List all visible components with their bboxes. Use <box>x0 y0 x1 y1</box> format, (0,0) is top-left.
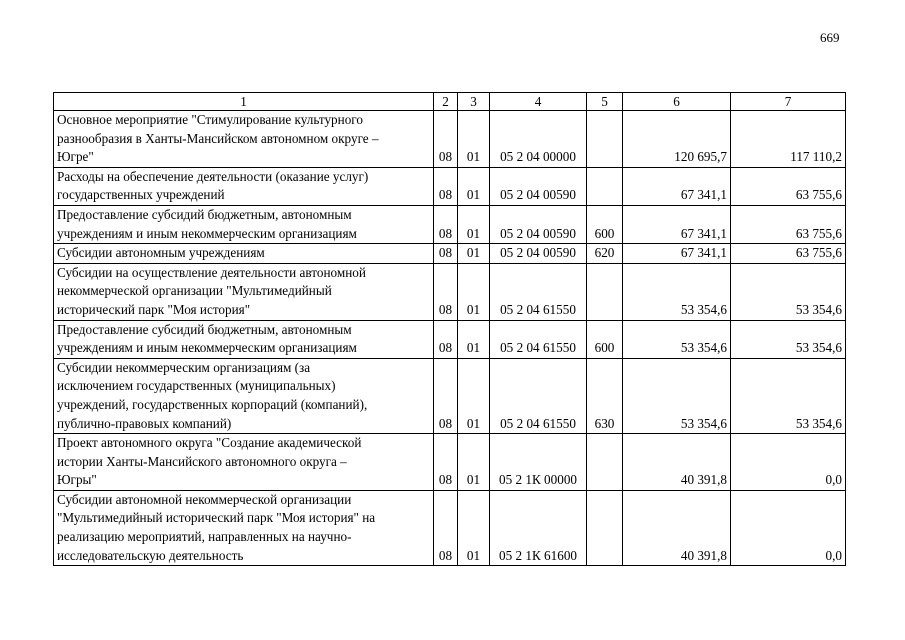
subsection-cell: 01 <box>458 490 490 565</box>
amount-cell-2: 63 755,6 <box>731 167 846 205</box>
item-name-cell <box>54 167 434 205</box>
item-name-line: учреждений, государственных корпораций (компаний), <box>57 396 368 412</box>
column-header-5: 5 <box>587 93 623 111</box>
table-row <box>54 434 846 491</box>
table-row <box>54 111 846 168</box>
target-item-cell: 05 2 04 00590 <box>490 205 587 243</box>
subsection-cell: 01 <box>458 205 490 243</box>
item-name-cell <box>54 358 434 433</box>
column-header-2: 2 <box>434 93 458 111</box>
target-item-cell: 05 2 04 00000 <box>490 111 587 168</box>
item-name-line: истории Ханты-Мансийского автономного округа – <box>57 453 347 469</box>
amount-cell-2: 0,0 <box>731 490 846 565</box>
section-cell: 08 <box>434 490 458 565</box>
item-name-line: Основное мероприятие "Стимулирование культурного <box>57 112 363 127</box>
item-name-line: Югры" <box>57 472 97 488</box>
expense-type-cell <box>587 167 623 205</box>
target-item-cell: 05 2 1К 61600 <box>490 490 587 565</box>
subsection-cell: 01 <box>458 111 490 168</box>
expense-type-cell <box>587 490 623 565</box>
expense-type-cell: 620 <box>587 244 623 264</box>
column-header-1: 1 <box>54 93 434 111</box>
target-item-cell: 05 2 1К 00000 <box>490 434 587 491</box>
section-cell: 08 <box>434 244 458 264</box>
section-cell: 08 <box>434 320 458 358</box>
amount-cell-1: 67 341,1 <box>623 167 731 205</box>
amount-cell-1: 40 391,8 <box>623 434 731 491</box>
item-name-line: учреждениям и иным некоммерческим организациям <box>57 225 357 241</box>
expense-type-cell <box>587 111 623 168</box>
amount-cell-2: 117 110,2 <box>731 111 846 168</box>
target-item-cell: 05 2 04 61550 <box>490 320 587 358</box>
page-number: 669 <box>820 30 840 45</box>
item-name-line: публично-правовых компаний) <box>57 415 232 431</box>
expense-type-cell <box>587 434 623 491</box>
item-name-cell <box>54 244 434 264</box>
section-cell: 08 <box>434 167 458 205</box>
subsection-cell: 01 <box>458 434 490 491</box>
amount-cell-2: 0,0 <box>731 434 846 491</box>
amount-cell-2: 53 354,6 <box>731 358 846 433</box>
target-item-cell: 05 2 04 61550 <box>490 358 587 433</box>
subsection-cell: 01 <box>458 244 490 264</box>
item-name-line: государственных учреждений <box>57 187 225 203</box>
item-name-line: разнообразия в Ханты-Мансийском автономном округе – <box>57 130 379 146</box>
item-name-line: Предоставление субсидий бюджетным, автономным <box>57 321 352 337</box>
amount-cell-1: 40 391,8 <box>623 490 731 565</box>
budget-table <box>53 92 846 566</box>
expense-type-cell: 600 <box>587 205 623 243</box>
item-name-line: Субсидии на осуществление деятельности автономной <box>57 264 366 280</box>
section-cell: 08 <box>434 263 458 320</box>
table-row <box>54 244 846 264</box>
expense-type-cell <box>587 263 623 320</box>
item-name-line: реализацию мероприятий, направленных на научно- <box>57 529 352 545</box>
amount-cell-1: 53 354,6 <box>623 358 731 433</box>
target-item-cell: 05 2 04 61550 <box>490 263 587 320</box>
item-name-cell <box>54 490 434 565</box>
subsection-cell: 01 <box>458 263 490 320</box>
item-name-line: Расходы на обеспечение деятельности (оказание услуг) <box>57 168 369 184</box>
item-name-line: некоммерческой организации "Мультимедийный <box>57 283 332 299</box>
table-row <box>54 205 846 243</box>
amount-cell-1: 53 354,6 <box>623 263 731 320</box>
amount-cell-1: 120 695,7 <box>623 111 731 168</box>
table-body <box>54 111 846 566</box>
target-item-cell: 05 2 04 00590 <box>490 244 587 264</box>
amount-cell-2: 63 755,6 <box>731 205 846 243</box>
table-row <box>54 490 846 565</box>
item-name-line: исключением государственных (муниципальных) <box>57 378 336 394</box>
item-name-line: исторический парк "Моя история" <box>57 301 251 317</box>
section-cell: 08 <box>434 205 458 243</box>
item-name-line: учреждениям и иным некоммерческим организациям <box>57 340 357 356</box>
column-header-3: 3 <box>458 93 490 111</box>
subsection-cell: 01 <box>458 358 490 433</box>
section-cell: 08 <box>434 358 458 433</box>
expense-type-cell: 600 <box>587 320 623 358</box>
item-name-line: Субсидии автономной некоммерческой организации <box>57 491 352 507</box>
header-row <box>54 93 846 111</box>
section-cell: 08 <box>434 434 458 491</box>
table-row <box>54 320 846 358</box>
item-name-cell <box>54 111 434 168</box>
amount-cell-1: 53 354,6 <box>623 320 731 358</box>
item-name-line: "Мультимедийный исторический парк "Моя история" на <box>57 510 376 526</box>
amount-cell-1: 67 341,1 <box>623 244 731 264</box>
amount-cell-2: 53 354,6 <box>731 320 846 358</box>
item-name-cell <box>54 320 434 358</box>
subsection-cell: 01 <box>458 320 490 358</box>
item-name-cell <box>54 263 434 320</box>
item-name-line: Субсидии некоммерческим организациям (за <box>57 359 311 375</box>
item-name-line: исследовательскую деятельность <box>57 547 244 563</box>
column-header-7: 7 <box>731 93 846 111</box>
item-name-cell <box>54 205 434 243</box>
item-name-line: Предоставление субсидий бюджетным, автономным <box>57 206 352 222</box>
item-name-line: Проект автономного округа "Создание академической <box>57 435 362 451</box>
target-item-cell: 05 2 04 00590 <box>490 167 587 205</box>
amount-cell-2: 53 354,6 <box>731 263 846 320</box>
table-row <box>54 263 846 320</box>
table-row <box>54 167 846 205</box>
subsection-cell: 01 <box>458 167 490 205</box>
table-row <box>54 358 846 433</box>
amount-cell-2: 63 755,6 <box>731 244 846 264</box>
column-header-6: 6 <box>623 93 731 111</box>
expense-type-cell: 630 <box>587 358 623 433</box>
section-cell: 08 <box>434 111 458 168</box>
item-name-line: Югре" <box>57 149 94 165</box>
amount-cell-1: 67 341,1 <box>623 205 731 243</box>
item-name-line: Субсидии автономным учреждениям <box>57 245 265 261</box>
item-name-cell <box>54 434 434 491</box>
column-header-4: 4 <box>490 93 587 111</box>
